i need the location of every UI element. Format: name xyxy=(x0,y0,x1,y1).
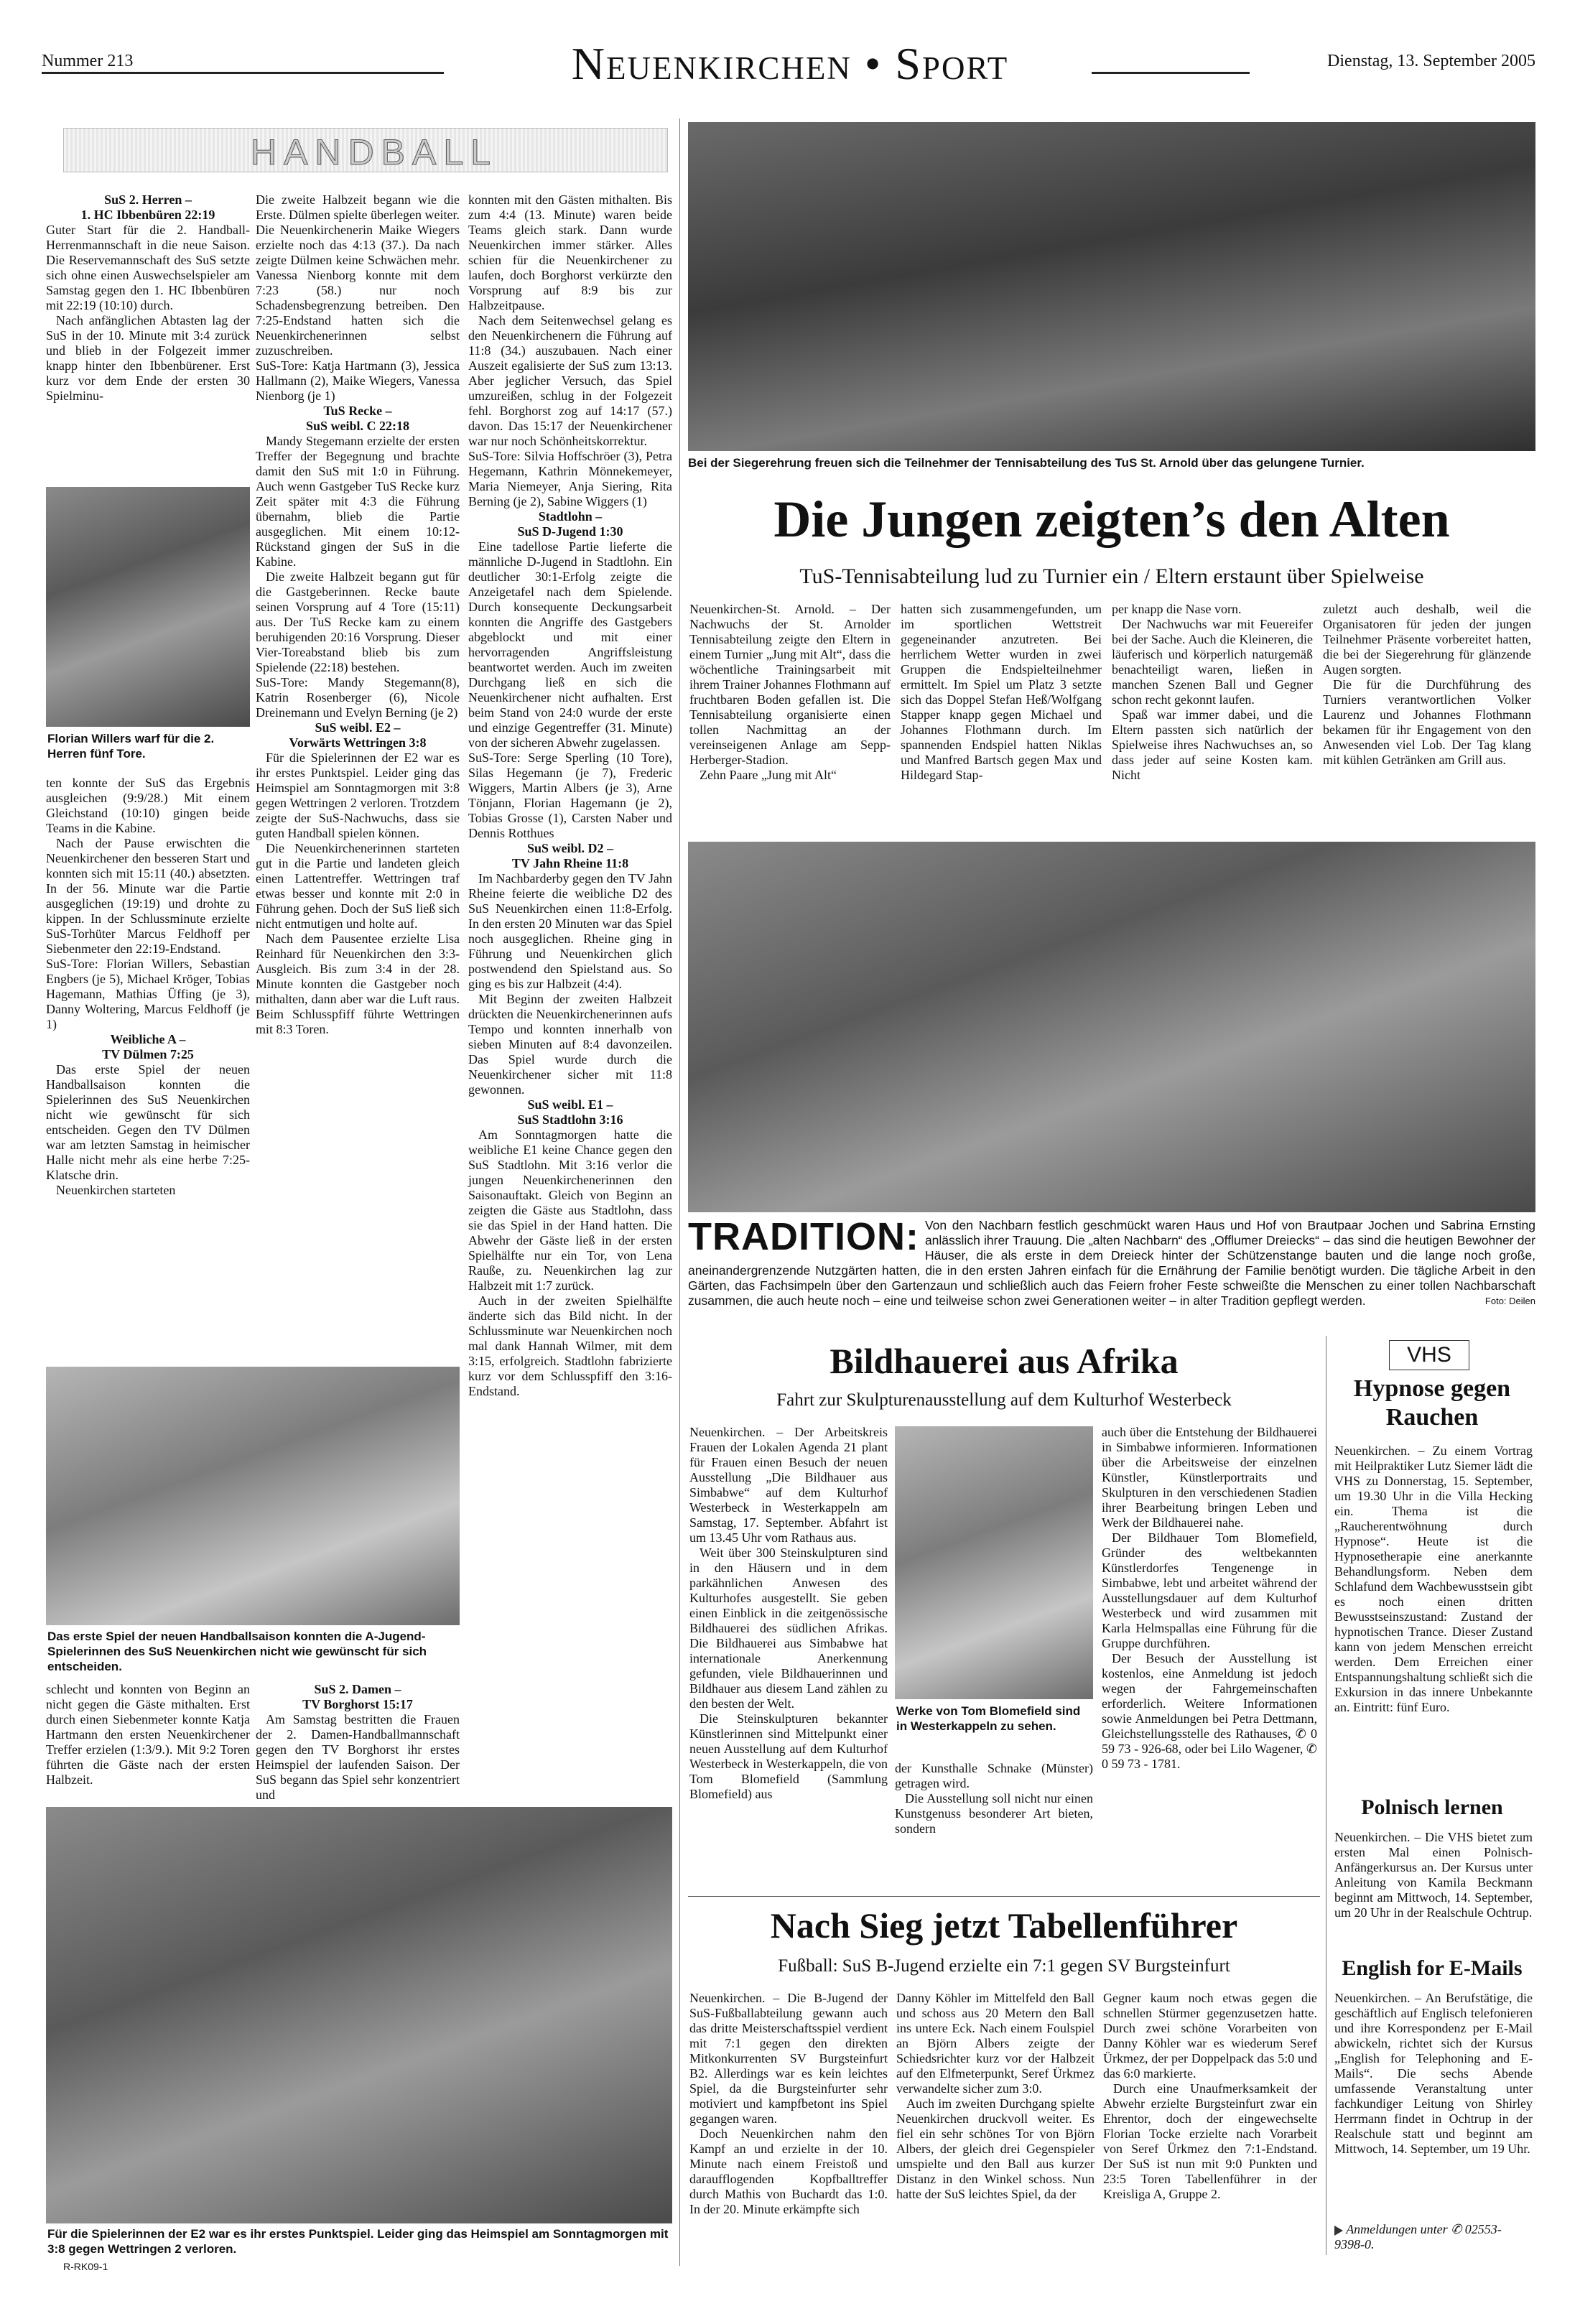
afrika-sculpture-photo xyxy=(895,1426,1093,1699)
article-paragraph: Am Sonntagmorgen hatte die weibliche E1 keine Chance gegen den SuS Stadtlohn. Mit 3:16 verlor die jungen Neuenkirchenerinnen den Saisonauftakt. Gleich von Beginn an zeigten die Gäste aus Stadtlohn, dass sie das Spiel in der Hand hatten. Die Abwehr der Gäste ließ in der ersten Spielhälfte nur ein Tor, von Lena Rauße, zu. Neuenkirchen lag zur Halbzeit mit 1:7 zurück. xyxy=(468,1128,672,1293)
article-paragraph: Durch eine Unaufmerksamkeit der Abwehr erzielte Burgsteinfurt zwar ein Ehrentor, doch der eingewechselte Florian Tocke erzielte nach Vorarbeit von Seref Ürkmez den 7:1-Endstand. Der SuS ist nun mit 9:0 Punkten und 23:5 Toren Tabellenführer in der Kreisliga A, Gruppe 2. xyxy=(1103,2081,1317,2201)
article-paragraph: Neuenkirchen. – Die VHS bietet zum ersten Mal einen Polnisch-Anfängerkursus an. Der Kursus unter Anleitung von Kamila Beckmann beginnt am Mittwoch, 14. September, um 20 Uhr in der Realschule Ochtrup. xyxy=(1334,1830,1533,1920)
article-subheading: SuS D-Jugend 1:30 xyxy=(517,524,623,539)
tennis-subhead: TuS-Tennisabteilung lud zu Turnier ein / Eltern erstaunt über Spielweise xyxy=(799,564,1424,588)
article-paragraph: konnten mit den Gästen mithalten. Bis zum 4:4 (13. Minute) waren beide Teams gleich stark. Dann wurde Neuenkirchen immer stärker. Alles schien für die Neuenkirchener zu laufen, doch Borghorst verkürzte den Vorsprung auf 8:9 bis zur Halbzeitpause. xyxy=(468,192,672,312)
handball-photo1-caption: Florian Willers warf für die 2. Herren fünf Tore. xyxy=(47,732,215,761)
article-paragraph: Die Steinskulpturen bekannter Künstlerinnen sind Mittelpunkt einer neuen Ausstellung auf dem Kulturhof Westerbeck in Westerkappeln, die von Tom Blomefield (Sammlung Blomefield) aus xyxy=(689,1711,888,1801)
article-paragraph: Nach der Pause erwischten die Neuenkirchener den besseren Start und konnten sich mit 15:11 (40.) absetzten. In der 56. Minute war die Partie ausgeglichen (19:19) und drohte zu kippen. In der Schlussminute erzielte SuS-Torhüter Marcus Feldhoff per Siebenmeter den 22:19-Endstand. xyxy=(46,836,250,956)
article-paragraph: Mit Beginn der zweiten Halbzeit drückten die Neuenkirchenerinnen aufs Tempo und konnten innerhalb von sieben Minuten auf 8:4 davonzeilen. Das Spiel wurde durch die Neuenkirchener sicher mit 11:8 gewonnen. xyxy=(468,992,672,1097)
vhs-english-text xyxy=(1334,1991,1533,2157)
handball-photo3-caption: Für die Spielerinnen der E2 war es ihr erstes Punktspiel. Leider ging das Heimspiel am Sonntagmorgen mit 3:8 gegen Wettringen 2 verloren. xyxy=(47,2227,669,2256)
article-paragraph: SuS-Tore: Serge Sperling (10 Tore), Silas Hegemann (je 7), Frederic Wiggers, Martin Albers (je 3), Arne Tönjann, Florian Hagemann (je 2), Tobias Grosse (1), Carsten Naber und Dennis Rotthues xyxy=(468,750,672,840)
article-paragraph: SuS-Tore: Mandy Stegemann(8), Katrin Rosenberger (6), Nicole Dreinemann und Evelyn Berning (je 2) xyxy=(256,675,460,720)
article-paragraph: Neuenkirchen. – Zu einem Vortrag mit Heilpraktiker Lutz Siemer lädt die VHS zu Donnerstag, 15. September, um 19.30 Uhr in die Villa Hecking ein. Thema ist die „Raucherentwöhnung durch Hypnose“. Heute ist die Hypnosetherapie eine anerkannte Behandlungsform. Neben dem Schlafund dem Wachbewusstsein gibt es noch einen dritten Bewusstseinszustand: Zustand der hypnotischen Trance. Dieser Zustand kann von jedem Menschen erreicht werden. Dem Erreichen einer Entspannungshaltung schließt sich die Exkursion in das innere Unbekannte an. Eintritt: fünf Euro. xyxy=(1334,1444,1533,1714)
masthead-rule-right xyxy=(1092,72,1250,74)
afrika-photo-caption: Werke von Tom Blomefield sind in Westerkappeln zu sehen. xyxy=(896,1704,1081,1733)
article-subheading: SuS Stadtlohn 3:16 xyxy=(517,1112,623,1127)
tennis-col1 xyxy=(689,602,891,783)
handball-col1-bottom xyxy=(46,1682,250,1788)
tradition-label: TRADITION: xyxy=(688,1215,919,1258)
tennis-photo xyxy=(688,122,1535,451)
article-paragraph: Danny Köhler im Mittelfeld den Ball und schoss aus 20 Metern den Ball ins untere Eck. Nach einem Foulspiel an Björn Albers zeigte der Schiedsrichter kurz vor der Halbzeit auf den Elfmeterpunkt, Seref Ürkmez verwandelte sicher zum 3:0. xyxy=(896,1991,1095,2096)
tennis-headline: Die Jungen zeigten’s den Alten xyxy=(773,491,1450,548)
article-paragraph: zuletzt auch deshalb, weil die Organisatoren für jeden der jungen Teilnehmer Präsente vorbereitet hatten, die bei der Siegerehrung für glänzende Augen sorgten. xyxy=(1323,602,1531,677)
tennis-photo-caption: Bei der Siegerehrung freuen sich die Teilnehmer der Tennisabteilung des TuS St. Arnold über das gelungene Turnier. xyxy=(688,456,1365,470)
handball-photo-player xyxy=(46,487,250,727)
afrika-subhead: Fahrt zur Skulpturenausstellung auf dem Kulturhof Westerbeck xyxy=(776,1390,1232,1410)
article-subheading: TuS Recke – xyxy=(323,404,392,418)
article-paragraph: Zehn Paare „Jung mit Alt“ xyxy=(700,768,837,782)
article-paragraph: Mandy Stegemann erzielte der ersten Treffer der Begegnung und brachte damit den SuS mit 1:0 in Führung. Auch wenn Gastgeber TuS Recke kurz Zeit später mit 4:3 die Führung übernahm, blieb die Partie ausgeglichen. Mit einem 10:12-Rückstand gingen der SuS in die Kabine. xyxy=(256,434,460,569)
tennis-col3 xyxy=(1112,602,1313,783)
article-paragraph: Guter Start für die 2. Handball-Herrenmannschaft in die neue Saison. Die Reservemannschaft des SuS setzte sich ohne einen Auswechselspieler am Samstag gegen den 1. HC Ibbenbüren mit 22:19 (10:10) durch. xyxy=(46,223,250,312)
article-subheading: SuS weibl. C 22:18 xyxy=(305,419,410,433)
column-divider xyxy=(679,118,680,2266)
vhs-hypnose-title: Hypnose gegen Rauchen xyxy=(1353,1375,1511,1431)
article-paragraph: Das erste Spiel der neuen Handballsaison konnten die Spielerinnen des SuS Neuenkirchen nicht wie gewünscht für sich entscheiden. Gegen den TV Dülmen war am letzten Samstag in heimischer Halle nicht mehr als eine herbe 7:25-Klatsche drin. xyxy=(46,1062,250,1182)
article-subheading: TV Jahn Rheine 11:8 xyxy=(511,856,629,870)
vhs-polnisch-title: Polnisch lernen xyxy=(1361,1795,1503,1819)
article-paragraph: auch über die Entstehung der Bildhauerei in Simbabwe informieren. Informationen über die Arbeitsweise der einzelnen Künstler, Künstlerportraits und Skulpturen in den verschiedenen Stadien ihrer Bearbeitung bringen Leben und Werk der Bildhauerei nahe. xyxy=(1102,1425,1317,1530)
article-paragraph: Eine tadellose Partie lieferte die männliche D-Jugend in Stadtlohn. Ein deutlicher 30:1-Erfolg zeigte die Anzeigetafel nach dem Spielende. Durch konsequente Deckungsarbeit konnten die Angriffe des Gastgebers abgeblockt und mit einer hervorragenden Angriffsleistung beantwortet werden. Auch im zweiten Durchgang ließ en sich die Neuenkirchener nicht aufhalten. Erst beim Stand von 24:0 wurde der erste und einzige Gegentreffer (31. Minute) von der sicheren Abwehr zugelassen. xyxy=(468,539,672,750)
vhs-hypnose-text xyxy=(1334,1444,1533,1715)
article-paragraph: Die zweite Halbzeit begann wie die Erste. Dülmen spielte überlegen weiter. Die Neuenkirchenerin Maike Wiegers erzielte noch das 4:13 (37.). Da nach zeigte Dülmen keine Schwächen mehr. Vanessa Nienborg konnte mit dem 7:23 (58.) nur noch Schadensbegrenzung betreiben. Den 7:25-Endstand hatten sich die Neuenkirchenerinnen selbst zuzuschreiben. xyxy=(256,192,460,358)
article-paragraph: SuS-Tore: Silvia Hoffschröer (3), Petra Hegemann, Kathrin Mönnekemeyer, Maria Niemeyer, Anja Siering, Rita Berning (je 2), Sabine Wiggers (1) xyxy=(468,449,672,508)
vhs-anmeldung xyxy=(1334,2222,1533,2252)
fussball-headline: Nach Sieg jetzt Tabellenführer xyxy=(770,1905,1238,1946)
fussball-col3 xyxy=(1103,1991,1317,2202)
handball-photo2-caption: Das erste Spiel der neuen Handballsaison konnten die A-Jugend-Spielerinnen des SuS Neuenkirchen nicht wie gewünscht für sich entscheiden. xyxy=(47,1630,427,1673)
afrika-col3 xyxy=(1102,1425,1317,1772)
afrika-headline: Bildhauerei aus Afrika xyxy=(830,1341,1179,1381)
article-paragraph: SuS-Tore: Katja Hartmann (3), Jessica Hallmann (2), Maike Wiegers, Vanessa Nienborg (je 1) xyxy=(256,358,460,403)
vhs-english-title: English for E-Mails xyxy=(1342,1956,1523,1980)
vhs-polnisch-text xyxy=(1334,1830,1533,1920)
section-banner: HANDBALL xyxy=(63,128,668,172)
issue-date: Dienstag, 13. September 2005 xyxy=(1327,52,1535,70)
article-paragraph: Spaß war immer dabei, und die Eltern passten sich natürlich der Spielweise ihres Nachwuchses an, so dass jeder auf seine Kosten kam. Nicht xyxy=(1112,707,1313,782)
article-paragraph: schlecht und konnten von Beginn an nicht gegen die Gäste mithalten. Erst durch einen Siebenmeter konnte Katja Hartmann den ersten Neuenkirchener Treffer erzielen (1:3/9.). Mit 9:2 Toren führten die Gäste nach der ersten Halbzeit. xyxy=(46,1682,250,1787)
article-paragraph: Für die Spielerinnen der E2 war es ihr erstes Punktspiel. Leider ging das Heimspiel am Sonntagmorgen mit 3:8 gegen Wettringen 2 verloren. Trotzdem zeigte der SuS-Nachwuchs, dass sie guten Handball spielen können. xyxy=(256,750,460,840)
handball-col1-mid xyxy=(46,776,250,1198)
article-paragraph: Die Neuenkirchenerinnen starteten gut in die Partie und landeten gleich einen Lattentreffer. Wettringen traf etwas besser und konnte mit 2:0 in Führung gehen. Doch der SuS ließ sich nicht entmutigen und holte auf. xyxy=(256,841,460,931)
issue-number: Nummer 213 xyxy=(42,52,134,70)
article-paragraph: Im Nachbarderby gegen den TV Jahn Rheine feierte die weibliche D2 des SuS Neuenkirchen einen 11:8-Erfolg. In den ersten 20 Minuten war das Spiel noch ausgeglichen. Rheine ging in Führung und Neuenkirchen glich postwendend den Spielstand aus. So ging es bis zur Halbzeit (4:4). xyxy=(468,871,672,991)
afrika-col1 xyxy=(689,1425,888,1802)
vhs-label: VHS xyxy=(1389,1340,1469,1370)
article-subheading: SuS weibl. D2 – xyxy=(526,841,614,855)
article-subheading: SuS 2. Damen – xyxy=(314,1682,401,1696)
fussball-top-rule xyxy=(688,1896,1320,1897)
article-paragraph: Auch im zweiten Durchgang spielte Neuenkirchen druckvoll weiter. Es fiel ein sehr schönes Tor von Björn Albers, der gleich drei Gegenspieler umspielte und den Ball aus kurzer Distanz in den Winkel schoss. Nun hatte der SuS leichtes Spiel, da der xyxy=(896,2096,1095,2201)
article-paragraph: Neuenkirchen starteten xyxy=(56,1183,176,1197)
masthead-rule-left xyxy=(42,72,444,74)
article-paragraph: Gegner kaum noch etwas gegen die schnellen Stürmer gegenzusetzen hatte. Durch zwei schöne Vorarbeiten von Danny Köhler war es wiederum Seref Ürkmez, der per Doppelpack das 5:0 und das 6:0 markierte. xyxy=(1103,1991,1317,2081)
article-paragraph: Auch in der zweiten Spielhälfte änderte sich das Bild nicht. In der Schlussminute war Neuenkirchen noch mal dank Hannah Wilmer, mit dem 3:15, erfolgreich. Stadtlohn fabrizierte kurz vor dem Schlusspfiff den 3:16-Endstand. xyxy=(468,1293,672,1398)
article-paragraph: Doch Neuenkirchen nahm den Kampf an und erzielte in der 10. Minute nach einem Freistoß und daraufflogenden Kopfballtreffer durch Mathis von Buchardt das 1:0. In der 20. Minute erkämpfte sich xyxy=(689,2127,888,2216)
handball-photo-e2-team xyxy=(46,1807,672,2223)
article-paragraph: per knapp die Nase vorn. xyxy=(1112,602,1242,616)
fussball-col1 xyxy=(689,1991,888,2217)
article-paragraph: Neuenkirchen. – Der Arbeitskreis Frauen der Lokalen Agenda 21 plant für Frauen einen Besuch der neuen Ausstellung „Die Bildhauer aus Simbabwe“ auf dem Kulturhof Westerbeck in Westerkappeln am Samstag, 17. September. Abfahrt ist um 13.45 Uhr vom Rathaus aus. xyxy=(689,1425,888,1545)
article-paragraph: Neuenkirchen. – An Berufstätige, die geschäftlich auf Englisch telefonieren und ihre Korrespondenz per E-Mail abwickeln, richtet sich der Kursus „English for Telephoning and E-Mails“. Die sechs Abende umfassende Veranstaltung unter fachkundiger Leitung von Shirley Herrmann findet in Ochtrup in der Realschule statt und beginnt am Mittwoch, 14. September, um 19 Uhr. xyxy=(1334,1991,1533,2156)
fussball-col2 xyxy=(896,1991,1095,2202)
article-subheading: 1. HC Ibbenbüren 22:19 xyxy=(80,208,215,222)
article-subheading: SuS 2. Herren – xyxy=(104,192,192,207)
handball-col2 xyxy=(256,192,460,1037)
print-code: R-RK09-1 xyxy=(63,2261,108,2272)
article-paragraph: Neuenkirchen. – Die B-Jugend der SuS-Fußballabteilung gewann auch das dritte Meisterschaftsspiel verdient mit 7:1 gegen den direkten Mitkonkurrenten SV Burgsteinfurt B2. Allerdings war es kein leichtes Spiel, da die Burgsteinfurter sehr motiviert und kampfbetont ins Spiel gegangen waren. xyxy=(689,1991,888,2126)
tennis-col4 xyxy=(1323,602,1531,768)
article-paragraph: SuS-Tore: Florian Willers, Sebastian Engbers (je 5), Michael Kröger, Tobias Hagemann, Mathias Üffing (je 3), Danny Woltering, Marcus Feldhoff (je 1) xyxy=(46,957,250,1031)
handball-col3 xyxy=(468,192,672,1399)
article-subheading: SuS weibl. E1 – xyxy=(527,1097,613,1112)
handball-col2-bottom xyxy=(256,1682,460,1803)
handball-col1-top xyxy=(46,192,250,404)
article-subheading: Stadtlohn – xyxy=(538,509,603,524)
article-subheading: Vorwärts Wettringen 3:8 xyxy=(289,735,427,750)
photo-credit: Foto: Deilen xyxy=(1484,1296,1535,1306)
article-paragraph: Die Ausstellung soll nicht nur einen Kunstgenuss besonderer Art bieten, sondern xyxy=(895,1791,1093,1836)
article-paragraph: Der Besuch der Ausstellung ist kostenlos, eine Anmeldung ist jedoch wegen der Fahrgemeinschaften erforderlich. Weitere Informationen sowie Anmeldungen bei Petra Dettmann, Gleichstellungsstelle des Rathauses, ✆ 0 59 73 - 926-68, oder bei Lilo Wagener, ✆ 0 59 73 - 1781. xyxy=(1102,1651,1317,1771)
handball-photo-a-jugend xyxy=(46,1367,460,1625)
tradition-caption xyxy=(688,1215,1535,1309)
article-paragraph: Nach dem Seitenwechsel gelang es den Neuenkirchenern die Führung auf 11:8 (34.) auszubauen. Nach einer Auszeit egalisierte der SuS zum 13:13. Aber jeglicher Versuch, das Spiel umzureißen, schlug in der Folgezeit fehl. Borghorst zog auf 14:17 (57.) davon. Das 15:17 der Neuenkirchener war nur noch Schönheitskorrektur. xyxy=(468,313,672,448)
tradition-photo xyxy=(688,842,1535,1212)
article-subheading: SuS weibl. E2 – xyxy=(315,720,401,735)
article-paragraph: Der Nachwuchs war mit Feuereifer bei der Sache. Auch die Kleineren, die läuferisch und körperlich naturgemäß benachteiligt waren, ließen in manchen Szenen Ball und Gegner schon recht gekonnt laufen. xyxy=(1112,617,1313,707)
article-paragraph: Nach dem Pausentee erzielte Lisa Reinhard für Neuenkirchen den 3:3-Ausgleich. Bis zum 3:4 in der 28. Minute konnten die Gastgeber noch mithalten, dann aber war die Luft raus. Beim Schlusspfiff führte Wettringen mit 8:3 Toren. xyxy=(256,931,460,1036)
fussball-subhead: Fußball: SuS B-Jugend erzielte ein 7:1 gegen SV Burgsteinfurt xyxy=(778,1956,1230,1976)
article-subheading: TV Dülmen 7:25 xyxy=(102,1047,194,1061)
article-paragraph: Nach anfänglichen Abtasten lag der SuS in der 10. Minute mit 3:4 zurück und blieb in der Folgezeit immer knapp hinter den Ibbenbürener. Erst kurz vor dem Ende der ersten 30 Spielminu- xyxy=(46,313,250,403)
article-paragraph: Die für die Durchführung des Turniers verantwortlichen Volker Laurenz und Johannes Flothmann bekamen für ihr Engagement von den Anwesenden viel Lob. Der Tag klang mit kühlen Getränken am Grill aus. xyxy=(1323,677,1531,767)
article-paragraph: der Kunsthalle Schnake (Münster) getragen wird. xyxy=(895,1761,1093,1790)
tradition-text: Von den Nachbarn festlich geschmückt waren Haus und Hof von Brautpaar Jochen und Sabrina Ernsting anlässlich ihrer Trauung. Die „alten Nachbarn“ des „Offlumer Dreiecks“ – das sind die heutigen Bewohner der Häuser, die als erste in dem Dreieck hinter der Schützenstange bauten und die lange noch große, aneinandergrenzende Nutzgärten hatten, die in den ersten Jahren einfach für die Ernährung der Familie benötigt wurden. Die tägliche Arbeit in den Gärten, das Fachsimpeln über den Gartenzaun und schließlich auch das Feiern froher Feste schweißte die Menschen zu einer tollen Nachbarschaft zusammen, die auch heute noch – eine und teilweise schon zwei Generationen weiter – in alter Tradition gepflegt werden. xyxy=(688,1218,1535,1308)
arrow-icon xyxy=(1334,2226,1343,2236)
article-paragraph: ten konnte der SuS das Ergebnis ausgleichen (9:9/28.) Mit einem Gleichstand (10:10) gingen beide Teams in die Kabine. xyxy=(46,776,250,835)
tennis-col2 xyxy=(901,602,1102,783)
article-paragraph: Neuenkirchen-St. Arnold. – Der Nachwuchs der St. Arnolder Tennisabteilung zeigte den Eltern in einem Turnier „Jung mit Alt“, dass die wöchentliche Trainingsarbeit mit ihrem Trainer Johannes Flothmann auf fruchtbaren Boden gefallen ist. Die Tennisabteilung organisierte einen tollen Nachmittag an der vereinseigenen Anlage am Sepp-Herberger-Stadion. xyxy=(689,602,891,767)
article-paragraph: Der Bildhauer Tom Blomefield, Gründer des weltbekannten Künstlerdorfes Tengenenge in Simbabwe, lebt und arbeitet während der Ausstellungsdauer auf dem Kulturhof Westerbeck und wird zusammen mit Karla Helmspallas eine Führung für die Gruppe durchführen. xyxy=(1102,1530,1317,1650)
article-subheading: TV Borghorst 15:17 xyxy=(302,1697,413,1711)
article-paragraph: Weit über 300 Steinskulpturen sind in den Häusern und in dem parkähnlichen Anwesen des Kulturhofes ausgestellt. Sie geben einen Einblick in die zeitgenössische Bildhauerei des südlichen Afrikas. Die Bildhauerei aus Simbabwe hat internationale Anerkennung gefunden, viele Bildhauerinnen und Bildhauer aus diesem Land zählen zu den besten der Welt. xyxy=(689,1546,888,1711)
article-paragraph: Am Samstag bestritten die Frauen der 2. Damen-Handballmannschaft gegen den TV Borghorst ihr erstes Heimspiel der laufenden Saison. Der SuS begann das Spiel sehr konzentriert und xyxy=(256,1712,460,1802)
article-paragraph: hatten sich zusammengefunden, um im sportlichen Wettstreit gegeneinander anzutreten. Bei herrlichem Wetter wurden in zwei Gruppen die Endspielteilnehmer ermittelt. Im Spiel um Platz 3 setzte sich das Doppel Stefan Heß/Wolfgang Stapper knapp gegen Michael und Johannes Flothmann durch. Im spannenden Endspiel hatten Niklas und Manfred Bartsch gegen Max und Hildegard Stap- xyxy=(901,602,1102,782)
article-subheading: Weibliche A – xyxy=(110,1032,186,1046)
vhs-anmeldung-text: Anmeldungen unter ✆ 02553- 9398-0. xyxy=(1334,2222,1502,2251)
page-title: Neuenkirchen • Sport xyxy=(571,38,1009,89)
afrika-col2 xyxy=(895,1761,1093,1836)
article-paragraph: Die zweite Halbzeit begann gut für die Gastgeberinnen. Recke baute seinen Vorsprung auf 4 Tore (15:11) aus. Der TuS Recke kam zu einem beruhigenden 20:16 Vorsprung. Dieser Vier-Toreabstand blieb bis zum Spielende (22:18) bestehen. xyxy=(256,570,460,674)
